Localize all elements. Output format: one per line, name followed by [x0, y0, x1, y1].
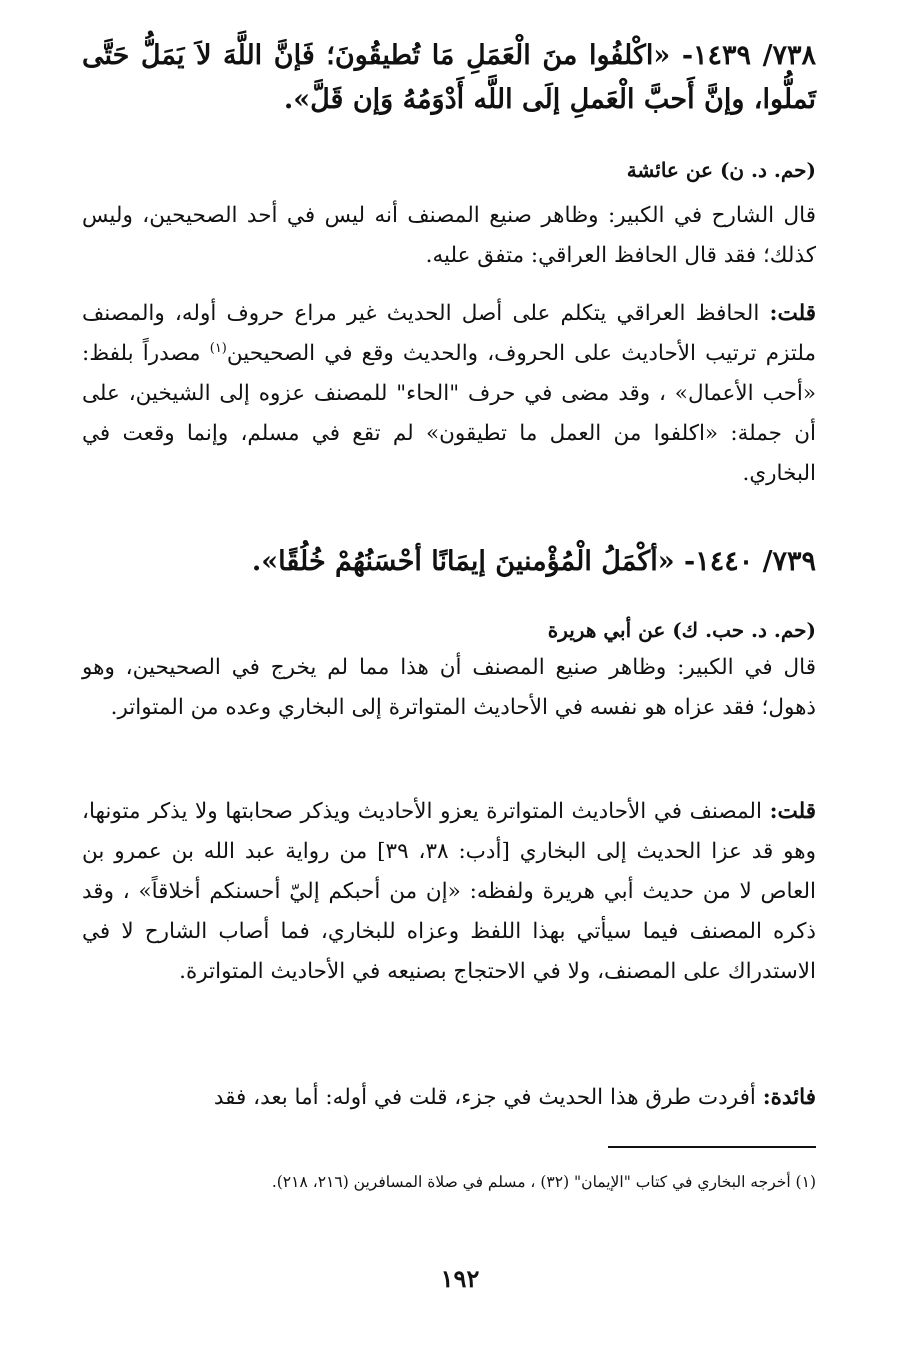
qultu-paragraph	[82, 294, 816, 494]
hadith-text: «أكْمَلُ الْمُؤْمنينَ إيمَانًا أحْسَنُهُمْ خُلُقًا».	[251, 546, 675, 577]
hadith-source: (حم. د. ن) عن عائشة	[626, 158, 816, 182]
hadith-number: ٧٣٨/ ١٤٣٩-	[681, 40, 816, 71]
hadith-738	[82, 34, 816, 122]
paragraph-lead: قلت:	[769, 799, 817, 824]
hadith-source: (حم. د. حب. ك) عن أبي هريرة	[547, 618, 816, 642]
hadith-number: ٧٣٩/ ١٤٤٠-	[683, 546, 816, 577]
hadith-text: «اكْلفُوا منَ الْعَمَلِ مَا تُطيقُونَ؛ فَإنَّ اللَّهَ لاَ يَمَلُّ حَتَّى تَملُّوا، وإنَّ أَحبَّ الْعَملِ إلَى اللَّه أَدْوَمُهُ وَإن قَلَّ».	[82, 40, 816, 115]
hadith-739	[82, 540, 816, 584]
paragraph-lead: فائدة:	[762, 1085, 816, 1110]
footnote-marker: (١)	[209, 340, 227, 356]
paragraph-text: المصنف في الأحاديث المتواترة يعزو الأحاديث ويذكر صحابتها ولا يذكر متونها، وهو قد عزا الحديث إلى البخاري [أدب: ٣٨، ٣٩] من رواية عبد الله بن عمرو بن العاص لا من حديث أبي هريرة ولفظه: «إن من أحبكم إليّ أحسنكم أخلاقاً» ، وقد ذكره المصنف فيما سيأتي بهذا اللفظ وعزاه للبخاري، فما أصاب الشارح لا في الاستدراك على المصنف، ولا في الاحتجاج بصنيعه في الأحاديث المتواترة.	[82, 799, 816, 984]
paragraph-text: الحافظ العراقي يتكلم على أصل الحديث غير مراع حروف أوله، والمصنف ملتزم ترتيب الأحاديث على الحروف، والحديث وقع في الصحيحين	[82, 301, 816, 366]
paragraph-text: مصدراً بلفظ: «أحب الأعمال» ، وقد مضى في حرف "الحاء" للمصنف عزوه إلى الشيخين، على أن جملة: «اكلفوا من العمل ما تطيقون» لم تقع في مسلم، وإنما وقعت في البخاري.	[82, 341, 816, 486]
footnote-divider	[608, 1146, 816, 1148]
footnote: (١) أخرجه البخاري في كتاب "الإيمان" (٣٢) ، مسلم في صلاة المسافرين (٢١٦، ٢١٨).	[271, 1173, 816, 1191]
qultu-paragraph	[82, 792, 816, 992]
page-number: ١٩٢	[440, 1264, 480, 1293]
commentary-paragraph: قال في الكبير: وظاهر صنيع المصنف أن هذا مما لم يخرج في الصحيحين، وهو ذهول؛ فقد عزاه هو نفسه في الأحاديث المتواترة إلى البخاري وعده من المتواتر.	[82, 655, 816, 720]
commentary-paragraph: قال الشارح في الكبير: وظاهر صنيع المصنف أنه ليس في أحد الصحيحين، وليس كذلك؛ فقد قال الحافظ العراقي: متفق عليه.	[82, 203, 816, 268]
paragraph-lead: قلت:	[769, 301, 816, 326]
faida-paragraph	[82, 1078, 816, 1118]
paragraph-text: أفردت طرق هذا الحديث في جزء، قلت في أوله: أما بعد، فقد	[213, 1085, 756, 1110]
